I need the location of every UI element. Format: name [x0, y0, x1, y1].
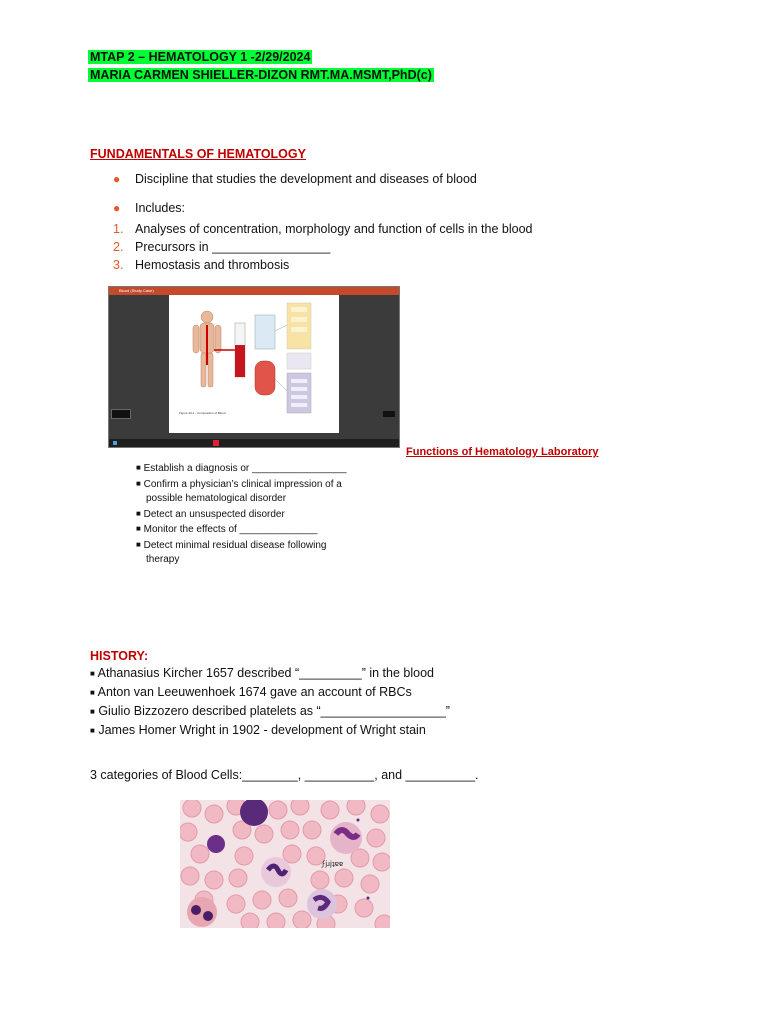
list-item-text: possible hematological disorder	[146, 493, 287, 504]
header-author-line: MARIA CARMEN SHIELLER-DIZON RMT.MA.MSMT,PhD(c)	[90, 68, 432, 82]
bullet-dot-icon: ●	[113, 172, 121, 186]
list-item-text: Giulio Bizzozero described platelets as “__________________”	[98, 704, 450, 718]
square-bullet-icon: ■	[136, 539, 141, 549]
list-item-text: Establish a diagnosis or _________________	[143, 463, 347, 474]
list-item	[136, 507, 376, 523]
item-text: Hemostasis and thrombosis	[135, 258, 290, 272]
list-item-text: Athanasius Kircher 1657 described “_________” in the blood	[97, 666, 434, 680]
micrograph-label: ϝϳɹϳʇɐɐ	[322, 860, 344, 868]
list-item-text: Monitor the effects of ______________	[143, 524, 318, 535]
item-number: 2.	[113, 240, 124, 254]
numbered-item	[113, 220, 532, 238]
square-bullet-icon: ■	[90, 669, 95, 678]
list-item-text: Detect an unsuspected disorder	[143, 508, 285, 520]
fundamentals-bullet	[113, 170, 477, 188]
screenshot-window-title: Blood (Study Case)	[119, 288, 154, 293]
screenshot-slider-right	[383, 411, 395, 417]
blood-smear-micrograph	[180, 800, 390, 928]
item-text: Precursors in _________________	[135, 240, 331, 254]
square-bullet-icon: ■	[90, 726, 95, 735]
item-number: 1.	[113, 222, 124, 236]
list-item-continued	[136, 553, 376, 568]
header-course-line: MTAP 2 – HEMATOLOGY 1 -2/29/2024	[90, 50, 311, 64]
list-item	[90, 664, 450, 683]
fundamentals-bullet	[113, 199, 185, 217]
list-item-text: therapy	[146, 554, 180, 565]
bullet-dot-icon: ●	[113, 201, 121, 215]
history-title: HISTORY:	[90, 649, 149, 663]
list-item	[136, 522, 376, 538]
band-neutrophil-cell	[187, 897, 217, 927]
taskbar-app-icon	[213, 440, 219, 446]
square-bullet-icon: ■	[136, 508, 141, 518]
bullet-text: Discipline that studies the development and diseases of blood	[135, 172, 477, 186]
fundamentals-title: FUNDAMENTALS OF HEMATOLOGY	[90, 147, 306, 161]
square-bullet-icon: ■	[136, 524, 141, 533]
functions-list	[136, 461, 376, 568]
screenshot-slider-left	[111, 409, 131, 419]
item-number: 3.	[113, 258, 124, 272]
functions-title: Functions of Hematology Laboratory	[406, 446, 599, 458]
platelet	[357, 819, 360, 822]
blood-cell-categories: 3 categories of Blood Cells:________, __________, and __________.	[90, 768, 479, 782]
list-item-text: James Homer Wright in 1902 - development of Wright stain	[98, 723, 426, 737]
list-item-text: Confirm a physician’s clinical impression of a	[143, 478, 342, 490]
screenshot-taskbar	[109, 439, 399, 447]
platelet	[367, 897, 370, 900]
list-item	[90, 683, 450, 702]
square-bullet-icon: ■	[90, 707, 95, 716]
list-item	[136, 477, 376, 493]
bullet-text: Includes:	[135, 201, 186, 215]
list-item-text: Detect minimal residual disease following	[143, 539, 327, 551]
square-bullet-icon: ■	[136, 478, 141, 488]
eosinophil-cell	[330, 822, 362, 854]
numbered-item	[113, 256, 532, 274]
list-item	[90, 702, 450, 721]
square-bullet-icon: ■	[136, 463, 141, 472]
list-item	[136, 538, 376, 554]
monocyte-cell	[307, 889, 337, 919]
numbered-list	[113, 220, 532, 274]
screenshot-figure-caption: Figure 33-1 - Composition of Blood	[179, 411, 226, 415]
square-bullet-icon: ■	[90, 688, 95, 697]
list-item-text: Anton van Leeuwenhoek 1674 gave an account of RBCs	[97, 685, 412, 699]
list-item	[136, 461, 376, 477]
history-list	[90, 664, 450, 740]
item-text: Analyses of concentration, morphology and function of cells in the blood	[135, 222, 533, 236]
blood-smear-image	[180, 800, 390, 928]
screenshot-titlebar	[109, 287, 399, 295]
numbered-item	[113, 238, 532, 256]
document-header	[88, 48, 434, 84]
embedded-screenshot	[108, 286, 400, 448]
screenshot-page	[169, 295, 339, 433]
small-lymphocyte-cell	[207, 835, 225, 853]
taskbar-start-icon	[113, 441, 117, 445]
list-item	[90, 721, 450, 740]
list-item-continued	[136, 492, 376, 507]
neutrophil-cell	[261, 857, 291, 887]
